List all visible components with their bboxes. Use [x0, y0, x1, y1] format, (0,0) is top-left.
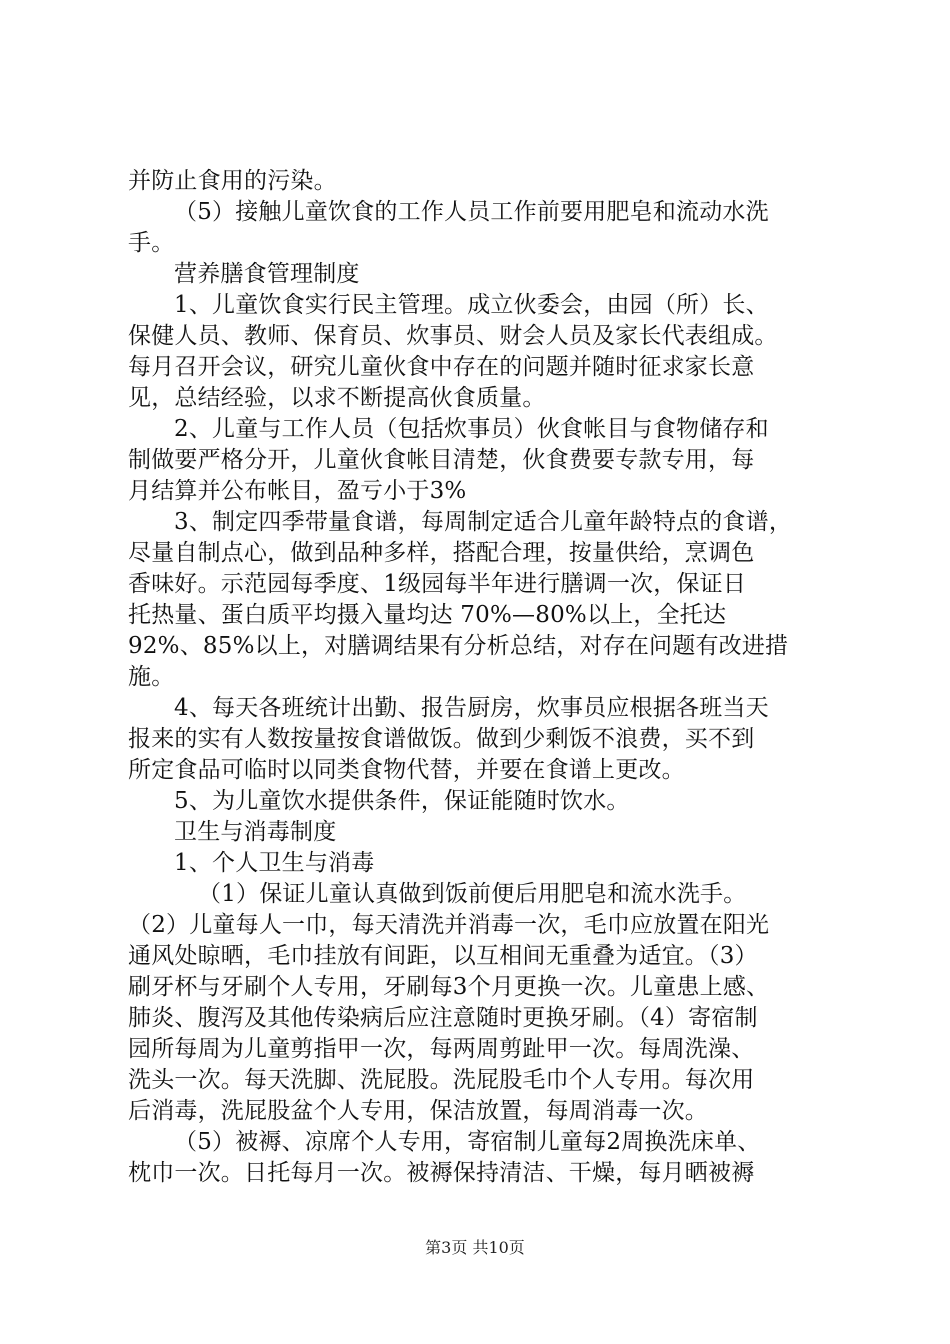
text-line: 92%、85%以上，对膳调结果有分析总结，对存在问题有改进措: [128, 633, 789, 659]
text-line: （2）儿童每人一巾，每天清洗并消毒一次，毛巾应放置在阳光: [128, 912, 770, 938]
text-line: 园所每周为儿童剪指甲一次，每两周剪趾甲一次。每周洗澡、: [128, 1036, 755, 1062]
text-line: （5）被褥、凉席个人专用，寄宿制儿童每2周换洗床单、: [174, 1129, 761, 1155]
text-line: 所定食品可临时以同类食物代替，并要在食谱上更改。: [128, 757, 685, 783]
text-line: 洗头一次。每天洗脚、洗屁股。洗屁股毛巾个人专用。每次用: [128, 1067, 755, 1093]
text-line: 3、制定四季带量食谱，每周制定适合儿童年龄特点的食谱，: [174, 509, 793, 535]
page-number-footer: 第3页 共10页: [425, 1238, 525, 1257]
document-body: [128, 166, 828, 1189]
text-line: 尽量自制点心，做到品种多样，搭配合理，按量供给，烹调色: [128, 540, 755, 566]
text-line: 刷牙杯与牙刷个人专用，牙刷每3个月更换一次。儿童患上感、: [128, 974, 770, 1000]
section-heading: 卫生与消毒制度: [174, 819, 337, 845]
text-line: 1、儿童饮食实行民主管理。成立伙委会，由园（所）长、: [174, 292, 769, 318]
text-line: 托热量、蛋白质平均摄入量均达 70%—80%以上，全托达: [128, 602, 727, 628]
text-line: 施。: [128, 664, 175, 690]
text-line: 手。: [128, 230, 175, 256]
text-line: 保健人员、教师、保育员、炊事员、财会人员及家长代表组成。: [128, 323, 778, 349]
text-line: 枕巾一次。日托每月一次。被褥保持清洁、干燥，每月晒被褥: [128, 1160, 755, 1186]
text-line: （5）接触儿童饮食的工作人员工作前要用肥皂和流动水洗: [174, 199, 769, 225]
text-line: 制做要严格分开，儿童伙食帐目清楚，伙食费要专款专用，每: [128, 447, 755, 473]
text-line: 见，总结经验，以求不断提高伙食质量。: [128, 385, 546, 411]
text-line: 后消毒，洗屁股盆个人专用，保洁放置，每周消毒一次。: [128, 1098, 708, 1124]
text-line: 通风处晾晒，毛巾挂放有间距，以互相间无重叠为适宜。（3）: [128, 943, 758, 969]
text-line: 每月召开会议，研究儿童伙食中存在的问题并随时征求家长意: [128, 354, 755, 380]
text-line: 4、每天各班统计出勤、报告厨房，炊事员应根据各班当天: [174, 695, 769, 721]
subsection-heading: 1、个人卫生与消毒: [174, 850, 375, 876]
text-line: 5、为儿童饮水提供条件，保证能随时饮水。: [174, 788, 630, 814]
text-line: 月结算并公布帐目，盈亏小于3%: [128, 478, 467, 504]
text-line: 香味好。示范园每季度、1级园每半年进行膳调一次，保证日: [128, 571, 747, 597]
text-line: 肺炎、腹泻及其他传染病后应注意随时更换牙刷。（4）寄宿制: [128, 1005, 758, 1031]
text-line: （1）保证儿童认真做到饭前便后用肥皂和流水洗手。: [198, 881, 747, 907]
section-heading: 营养膳食管理制度: [174, 261, 360, 287]
text-line: 报来的实有人数按量按食谱做饭。做到少剩饭不浪费，买不到: [128, 726, 755, 752]
text-line: 2、儿童与工作人员（包括炊事员）伙食帐目与食物储存和: [174, 416, 769, 442]
text-line: 并防止食用的污染。: [128, 168, 337, 194]
